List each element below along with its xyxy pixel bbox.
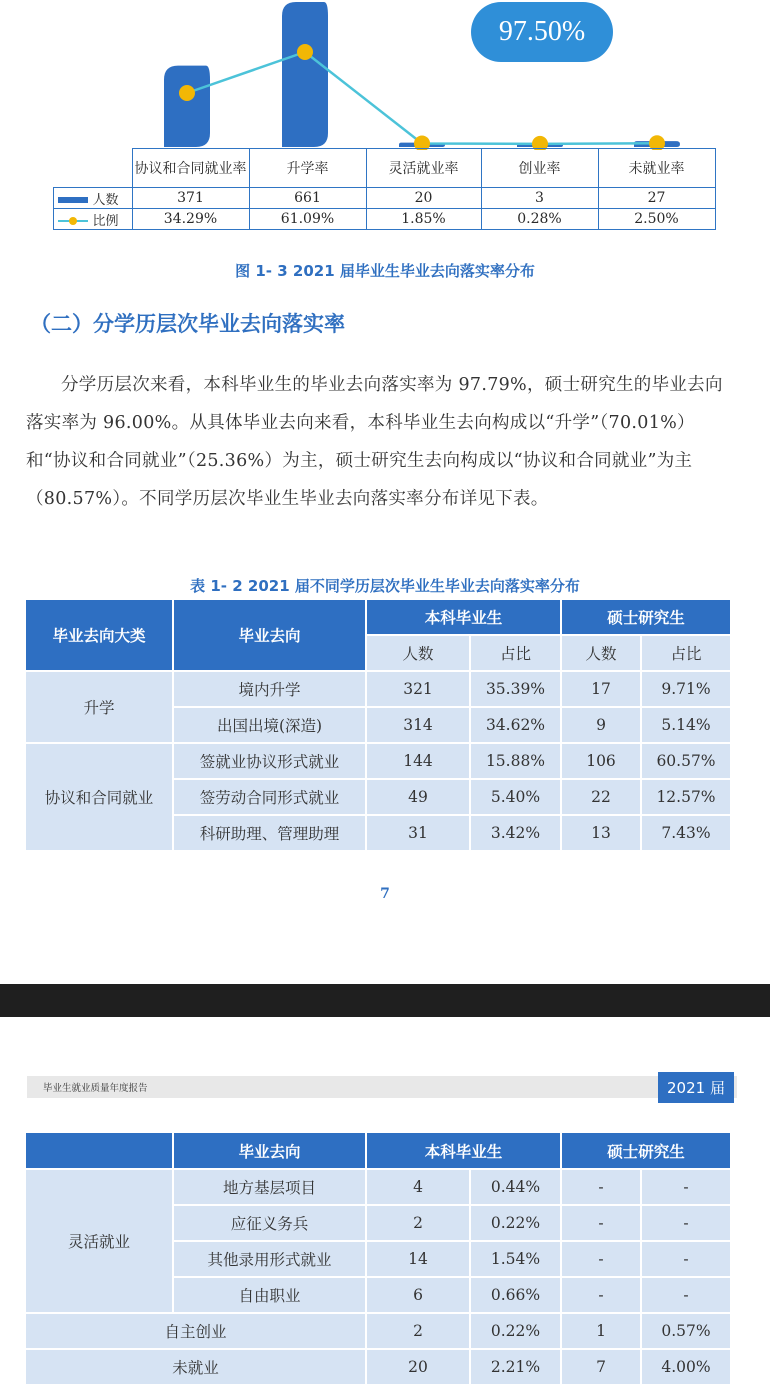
value-cell: 2 <box>366 1205 470 1241</box>
legend-ratio <box>54 209 133 230</box>
report-header-title: 毕业生就业质量年度报告 <box>43 1083 148 1094</box>
chart-col-header: 未就业率 <box>598 149 715 188</box>
header-master: 硕士研究生 <box>561 599 731 635</box>
value-cell: 144 <box>366 743 470 779</box>
value-cell: 31 <box>366 815 470 851</box>
value-cell: 0.66% <box>470 1277 561 1313</box>
category-cell: 灵活就业 <box>25 1169 173 1313</box>
destination-cell: 未就业 <box>25 1349 366 1385</box>
value-cell: 0.57% <box>641 1313 731 1349</box>
destination-cell: 应征义务兵 <box>173 1205 366 1241</box>
header-undergrad: 本科毕业生 <box>366 1132 561 1169</box>
bar-升学率 <box>282 2 328 147</box>
value-cell: - <box>561 1169 641 1205</box>
destination-cell: 科研助理、管理助理 <box>173 815 366 851</box>
value-cell: 0.44% <box>470 1169 561 1205</box>
table-row <box>25 671 731 707</box>
destination-cell: 自由职业 <box>173 1277 366 1313</box>
legend-label: 比例 <box>92 213 119 229</box>
legend-count <box>54 188 133 209</box>
header-master: 硕士研究生 <box>561 1132 731 1169</box>
value-cell: - <box>641 1277 731 1313</box>
value-cell: 0.22% <box>470 1313 561 1349</box>
value-cell: - <box>641 1205 731 1241</box>
table-corner <box>54 149 133 188</box>
value-cell: - <box>561 1241 641 1277</box>
value-cell: 7.43% <box>641 815 731 851</box>
value-cell: 20 <box>366 1349 470 1385</box>
section-title: （二）分学历层次毕业去向落实率 <box>30 312 345 336</box>
value-cell: 4 <box>366 1169 470 1205</box>
value-cell: 106 <box>561 743 641 779</box>
subheader-ratio: 占比 <box>641 635 731 671</box>
chart-cell: 0.28% <box>481 209 598 230</box>
chart-col-header: 协议和合同就业率 <box>132 149 249 188</box>
year-badge: 2021 届 <box>658 1072 734 1103</box>
chart-cell: 27 <box>598 188 715 209</box>
value-cell: 49 <box>366 779 470 815</box>
ratio-point-协议和合同就业率 <box>179 85 195 101</box>
value-cell: - <box>641 1241 731 1277</box>
table-caption: 表 1- 2 2021 届不同学历层次毕业生毕业去向落实率分布 <box>190 577 580 595</box>
destination-cell: 出国出境(深造) <box>173 707 366 743</box>
value-cell: 0.22% <box>470 1205 561 1241</box>
value-cell: 1 <box>561 1313 641 1349</box>
chart-cell: 371 <box>132 188 249 209</box>
ratio-series-line <box>187 52 657 144</box>
value-cell: 60.57% <box>641 743 731 779</box>
value-cell: 9.71% <box>641 671 731 707</box>
value-cell: - <box>641 1169 731 1205</box>
table-row <box>25 743 731 779</box>
chart-cell: 20 <box>366 188 481 209</box>
value-cell: 35.39% <box>470 671 561 707</box>
value-cell: 15.88% <box>470 743 561 779</box>
destination-cell: 其他录用形式就业 <box>173 1241 366 1277</box>
bar-legend-swatch <box>58 197 88 203</box>
page-separator <box>0 984 770 1017</box>
value-cell: 1.54% <box>470 1241 561 1277</box>
figure-caption: 图 1- 3 2021 届毕业生毕业去向落实率分布 <box>235 262 535 280</box>
subheader-count: 人数 <box>366 635 470 671</box>
value-cell: 2 <box>366 1313 470 1349</box>
combo-chart <box>0 0 770 150</box>
destination-table-continued <box>24 1131 732 1386</box>
destination-cell: 境内升学 <box>173 671 366 707</box>
value-cell: 2.21% <box>470 1349 561 1385</box>
chart-col-header: 创业率 <box>481 149 598 188</box>
destination-cell: 自主创业 <box>25 1313 366 1349</box>
header-blank <box>25 1132 173 1169</box>
report-header-bar <box>27 1076 737 1098</box>
value-cell: 12.57% <box>641 779 731 815</box>
chart-data-table <box>53 148 716 230</box>
header-undergrad: 本科毕业生 <box>366 599 561 635</box>
table-row <box>25 1169 731 1205</box>
value-cell: 6 <box>366 1277 470 1313</box>
value-cell: - <box>561 1277 641 1313</box>
value-cell: 321 <box>366 671 470 707</box>
table-row <box>25 1349 731 1385</box>
chart-cell: 34.29% <box>132 209 249 230</box>
chart-cell: 1.85% <box>366 209 481 230</box>
value-cell: 314 <box>366 707 470 743</box>
ratio-point-升学率 <box>297 44 313 60</box>
chart-cell: 3 <box>481 188 598 209</box>
page-number: 7 <box>380 886 390 902</box>
value-cell: 17 <box>561 671 641 707</box>
destination-cell: 地方基层项目 <box>173 1169 366 1205</box>
category-cell: 升学 <box>25 671 173 743</box>
bar-协议和合同就业率 <box>164 66 210 147</box>
value-cell: - <box>561 1205 641 1241</box>
subheader-count: 人数 <box>561 635 641 671</box>
chart-col-header: 灵活就业率 <box>366 149 481 188</box>
destination-cell: 签就业协议形式就业 <box>173 743 366 779</box>
subheader-ratio: 占比 <box>470 635 561 671</box>
value-cell: 14 <box>366 1241 470 1277</box>
value-cell: 5.14% <box>641 707 731 743</box>
header-category: 毕业去向大类 <box>25 599 173 671</box>
line-legend-swatch <box>58 216 88 226</box>
chart-cell: 61.09% <box>249 209 366 230</box>
header-destination: 毕业去向 <box>173 599 366 671</box>
value-cell: 34.62% <box>470 707 561 743</box>
value-cell: 3.42% <box>470 815 561 851</box>
legend-label: 人数 <box>92 192 119 208</box>
value-cell: 13 <box>561 815 641 851</box>
category-cell: 协议和合同就业 <box>25 743 173 851</box>
table-row <box>25 1313 731 1349</box>
destination-table <box>24 598 732 852</box>
chart-col-header: 升学率 <box>249 149 366 188</box>
value-cell: 7 <box>561 1349 641 1385</box>
body-paragraph: 分学历层次来看，本科毕业生的毕业去向落实率为 97.79%，硕士研究生的毕业去向落实率为 96.00%。从具体毕业去向来看，本科毕业生去向构成以“升学”（70.01%）和“协议和合同就业”（25.36%）为主，硕士研究生去向构成以“协议和合同就业”为主（80.57%）。不同学历层次毕业生毕业去向落实率分布详见下表。 <box>26 375 723 509</box>
value-cell: 4.00% <box>641 1349 731 1385</box>
chart-cell: 661 <box>249 188 366 209</box>
chart-cell: 2.50% <box>598 209 715 230</box>
overall-rate-bubble: 97.50% <box>471 2 613 62</box>
destination-cell: 签劳动合同形式就业 <box>173 779 366 815</box>
header-destination: 毕业去向 <box>173 1132 366 1169</box>
value-cell: 22 <box>561 779 641 815</box>
value-cell: 5.40% <box>470 779 561 815</box>
value-cell: 9 <box>561 707 641 743</box>
